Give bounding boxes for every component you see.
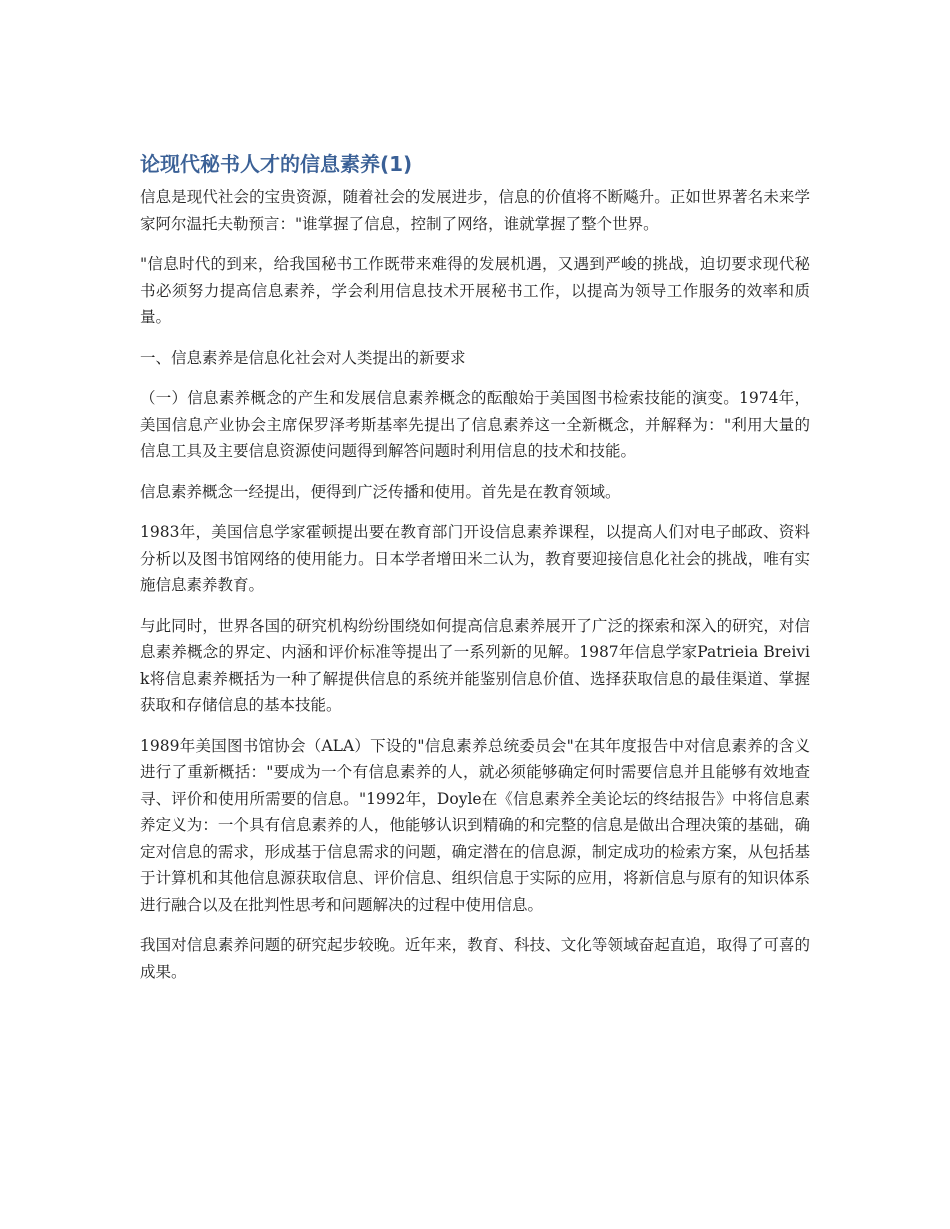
paragraph-3: （一）信息素养概念的产生和发展信息素养概念的酝酿始于美国图书检索技能的演变。1974年，美国信息产业协会主席保罗泽考斯基率先提出了信息素养这一全新概念，并解释为："利用大量的信息工具及主要信息资源使问题得到解答问题时利用信息的技术和技能。: [140, 389, 810, 460]
paragraph-2: "信息时代的到来，给我国秘书工作既带来难得的发展机遇，又遇到严峻的挑战，迫切要求现代秘书必须努力提高信息素养，学会利用信息技术开展秘书工作，以提高为领导工作服务的效率和质量。: [140, 255, 810, 326]
paragraph-6: 与此同时，世界各国的研究机构纷纷围绕如何提高信息素养展开了广泛的探索和深入的研究，对信息素养概念的界定、内涵和评价标准等提出了一系列新的见解。1987年信息学家Patrieia Breivik将信息素养概括为一种了解提供信息的系统并能鉴别信息价值、选择获取信息的最佳渠道、掌握获取和存储信息的基本技能。: [140, 616, 810, 714]
paragraph-4: 信息素养概念一经提出，便得到广泛传播和使用。首先是在教育领域。: [140, 482, 621, 501]
section-heading-1: 一、信息素养是信息化社会对人类提出的新要求: [140, 348, 466, 367]
article-title: 论现代秘书人才的信息素养(1): [140, 152, 413, 176]
paragraph-5: 1983年，美国信息学家霍顿提出要在教育部门开设信息素养课程，以提高人们对电子邮政、资料分析以及图书馆网络的使用能力。日本学者增田米二认为，教育要迎接信息化社会的挑战，唯有实施信息素养教育。: [140, 523, 810, 594]
paragraph-7: 1989年美国图书馆协会（ALA）下设的"信息素养总统委员会"在其年度报告中对信息素养的含义进行了重新概括："要成为一个有信息素养的人，就必须能够确定何时需要信息并且能够有效地查寻、评价和使用所需要的信息。"1992年，Doyle在《信息素养全美论坛的终结报告》中将信息素养定义为：一个具有信息素养的人，他能够认识到精确的和完整的信息是做出合理决策的基础，确定对信息的需求，形成基于信息需求的问题，确定潜在的信息源，制定成功的检索方案，从包括基于计算机和其他信息源获取信息、评价信息、组织信息于实际的应用，将新信息与原有的知识体系进行融合以及在批判性思考和问题解决的过程中使用信息。: [140, 736, 810, 914]
article-body: [140, 150, 810, 999]
paragraph-8: 我国对信息素养问题的研究起步较晚。近年来，教育、科技、文化等领域奋起直追，取得了可喜的成果。: [140, 936, 810, 981]
paragraph-1: 信息是现代社会的宝贵资源，随着社会的发展进步，信息的价值将不断飚升。正如世界著名未来学家阿尔温托夫勒预言："谁掌握了信息，控制了网络，谁就掌握了整个世界。: [140, 188, 810, 233]
